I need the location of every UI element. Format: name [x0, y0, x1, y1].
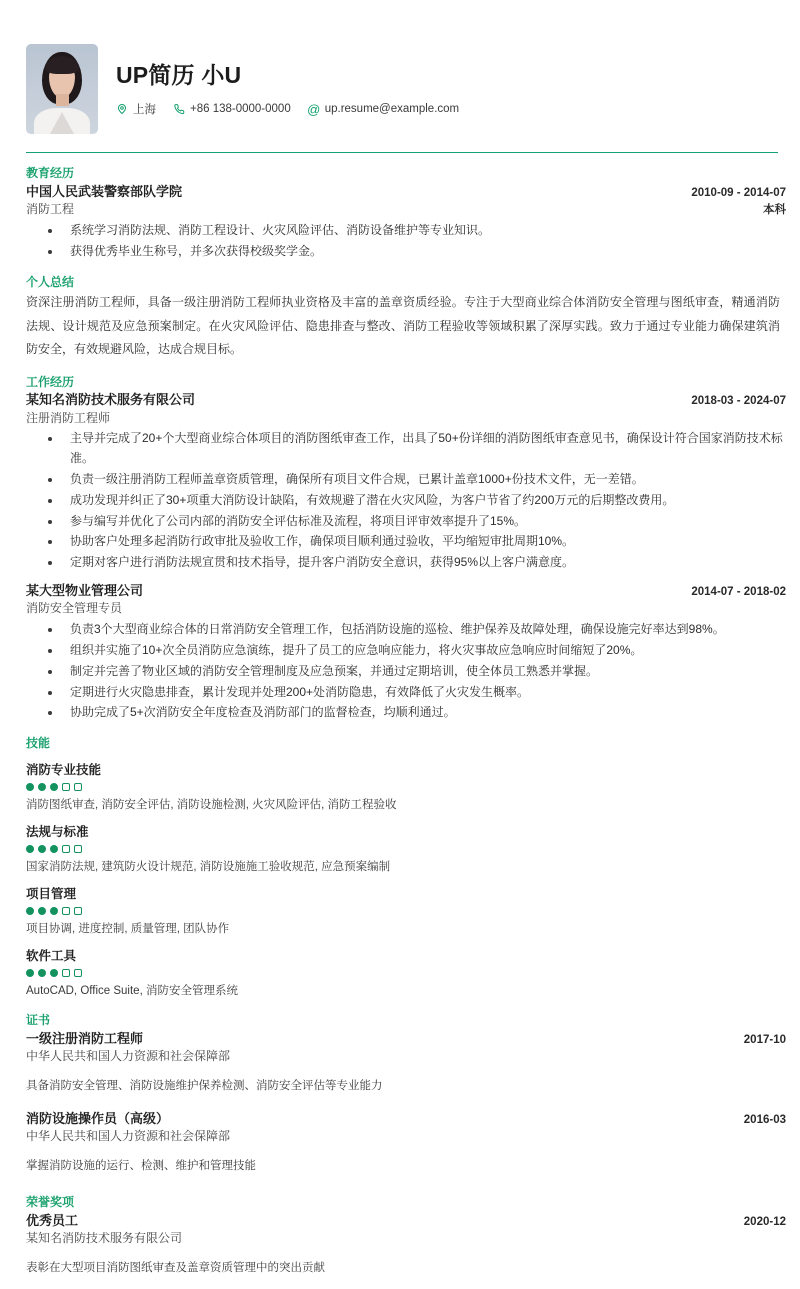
- certificate-date: 2017-10: [743, 1033, 786, 1046]
- section-education: [14, 166, 786, 262]
- skill-group: [26, 761, 786, 814]
- education-degree: 本科: [763, 204, 786, 217]
- skill-keywords: AutoCAD, Office Suite, 消防安全管理系统: [26, 984, 238, 997]
- education-school: 中国人民武装警察部队学院: [26, 183, 183, 199]
- section-work: [14, 375, 786, 724]
- certificate-entry: [26, 1110, 786, 1176]
- rating-dot-empty: [62, 783, 70, 791]
- section-honors: [14, 1195, 786, 1277]
- certificate-entry-head: [26, 1110, 786, 1128]
- skill-rating: [26, 969, 786, 977]
- work-entry: [26, 582, 786, 723]
- list-item: 协助客户处理多起消防行政审批及验收工作，确保项目顺利通过验收，平均缩短审批周期10%。: [26, 532, 786, 552]
- skill-group: [26, 947, 786, 1000]
- contact-list: [116, 101, 786, 117]
- skill-name: 消防专业技能: [26, 762, 102, 777]
- work-entry-sub: [26, 600, 786, 617]
- certificate-description: 具备消防安全管理、消防设施维护保养检测、消防安全评估等专业能力: [26, 1080, 383, 1093]
- contact-phone-value: +86 138-0000-0000: [190, 103, 291, 116]
- rating-dot-empty: [62, 969, 70, 977]
- section-title-honors: 荣誉奖项: [26, 1195, 75, 1210]
- section-title-skills: 技能: [26, 736, 51, 751]
- skill-group: [26, 885, 786, 938]
- work-date: 2014-07 - 2018-02: [691, 585, 786, 598]
- list-item: 负责一级注册消防工程师盖章资质管理，确保所有项目文件合规，已累计盖章1000+份技术文件，无一差错。: [26, 470, 786, 490]
- list-item: 负责3个大型商业综合体的日常消防安全管理工作，包括消防设施的巡检、维护保养及故障处理，确保设施完好率达到98%。: [26, 620, 786, 640]
- education-entry-head: [26, 183, 786, 201]
- work-company: 某知名消防技术服务有限公司: [26, 392, 196, 408]
- header-divider: [26, 152, 778, 153]
- work-entry-head: [26, 582, 786, 600]
- location-pin-icon: [116, 103, 128, 115]
- work-date: 2018-03 - 2024-07: [691, 395, 786, 408]
- list-item: 参与编写并优化了公司内部的消防安全评估标准及流程，将项目评审效率提升了15%。: [26, 512, 786, 532]
- work-bullets: [26, 429, 786, 573]
- honor-issuer: 某知名消防技术服务有限公司: [26, 1231, 183, 1246]
- honor-entry-head: [26, 1212, 786, 1230]
- education-entry: [26, 183, 786, 262]
- rating-dot-filled: [38, 783, 46, 791]
- list-item: 制定并完善了物业区域的消防安全管理制度及应急预案，并通过定期培训，使全体员工熟悉并掌握。: [26, 662, 786, 682]
- skill-keywords: 消防图纸审查, 消防安全评估, 消防设施检测, 火灾风险评估, 消防工程验收: [26, 798, 397, 811]
- rating-dot-filled: [50, 907, 58, 915]
- avatar-collar-left: [50, 112, 62, 134]
- certificate-name: 消防设施操作员（高级）: [26, 1110, 170, 1126]
- rating-dot-filled: [38, 907, 46, 915]
- honor-entry-sub: [26, 1230, 786, 1247]
- list-item: 定期对客户进行消防法规宣贯和技术指导，提升客户消防安全意识，获得95%以上客户满意度。: [26, 553, 786, 573]
- rating-dot-empty: [74, 783, 82, 791]
- section-title-summary: 个人总结: [26, 274, 75, 289]
- list-item: 协助完成了5+次消防安全年度检查及消防部门的监督检查，均顺利通过。: [26, 703, 786, 723]
- avatar: [26, 44, 98, 134]
- education-major: 消防工程: [26, 202, 75, 217]
- skill-rating: [26, 783, 786, 791]
- certificate-entry-head: [26, 1030, 786, 1048]
- certificate-date: 2016-03: [743, 1113, 786, 1126]
- education-bullets: [26, 221, 786, 262]
- contact-location-value: 上海: [133, 104, 156, 117]
- list-item: 系统学习消防法规、消防工程设计、火灾风险评估、消防设备维护等专业知识。: [26, 221, 786, 241]
- contact-location: [116, 101, 156, 117]
- phone-icon: [173, 103, 185, 115]
- skill-name: 软件工具: [26, 949, 77, 964]
- section-certificates: [14, 1013, 786, 1175]
- certificate-entry-sub: [26, 1048, 786, 1065]
- education-date: 2010-09 - 2014-07: [691, 186, 786, 199]
- email-at-icon: @: [307, 101, 321, 117]
- certificate-issuer: 中华人民共和国人力资源和社会保障部: [26, 1049, 231, 1064]
- rating-dot-filled: [26, 783, 34, 791]
- avatar-collar-right: [62, 112, 74, 134]
- section-skills: [14, 736, 786, 1000]
- certificate-name: 一级注册消防工程师: [26, 1030, 144, 1046]
- list-item: 定期进行火灾隐患排查，累计发现并处理200+处消防隐患，有效降低了火灾发生概率。: [26, 683, 786, 703]
- rating-dot-empty: [74, 969, 82, 977]
- certificate-issuer: 中华人民共和国人力资源和社会保障部: [26, 1129, 231, 1143]
- candidate-name: UP简历 小U: [116, 61, 242, 88]
- rating-dot-empty: [74, 845, 82, 853]
- work-bullets: [26, 620, 786, 723]
- skill-group: [26, 823, 786, 876]
- contact-email: [308, 103, 459, 115]
- rating-dot-filled: [50, 969, 58, 977]
- work-entry-sub: [26, 410, 786, 427]
- work-entry: [26, 391, 786, 573]
- rating-dot-filled: [26, 907, 34, 915]
- rating-dot-empty: [62, 907, 70, 915]
- section-title-certificates: 证书: [26, 1013, 51, 1028]
- work-title: 消防安全管理专员: [26, 601, 123, 616]
- rating-dot-filled: [38, 845, 46, 853]
- rating-dot-empty: [74, 907, 82, 915]
- section-summary: [14, 275, 786, 362]
- skill-name: 法规与标准: [26, 824, 89, 839]
- skill-keywords: 国家消防法规, 建筑防火设计规范, 消防设施施工验收规范, 应急预案编制: [26, 860, 391, 873]
- avatar-neck: [56, 94, 69, 106]
- list-item: 获得优秀毕业生称号，并多次获得校级奖学金。: [26, 242, 786, 262]
- summary-text: 资深注册消防工程师，具备一级注册消防工程师执业资格及丰富的盖章资质经验。专注于大型商业综合体消防安全管理与图纸审查，精通消防法规、设计规范及应急预案制定。在火灾风险评估、隐患排查与整改、消防工程验收等领域积累了深厚实践。致力于通过专业能力确保建筑消防安全，有效规避风险，达成合规目标。: [26, 295, 780, 357]
- honor-date: 2020-12: [743, 1215, 786, 1228]
- rating-dot-filled: [50, 783, 58, 791]
- honor-entry: [26, 1212, 786, 1278]
- work-entry-head: [26, 391, 786, 409]
- rating-dot-filled: [38, 969, 46, 977]
- certificate-description: 掌握消防设施的运行、检测、维护和管理技能: [26, 1159, 256, 1172]
- header-text-block: [116, 61, 786, 118]
- honor-description: 表彰在大型项目消防图纸审查及盖章资质管理中的突出贡献: [26, 1262, 325, 1275]
- contact-email-value: up.resume@example.com: [324, 103, 460, 116]
- rating-dot-empty: [62, 845, 70, 853]
- rating-dot-filled: [26, 845, 34, 853]
- skill-keywords: 项目协调, 进度控制, 质量管理, 团队协作: [26, 922, 230, 935]
- rating-dot-filled: [50, 845, 58, 853]
- work-company: 某大型物业管理公司: [26, 582, 144, 598]
- certificate-entry: [26, 1030, 786, 1096]
- certificate-entry-sub: [26, 1128, 786, 1145]
- resume-header: [14, 0, 786, 134]
- honor-name: 优秀员工: [26, 1212, 79, 1228]
- skill-rating: [26, 845, 786, 853]
- list-item: 组织并实施了10+次全员消防应急演练，提升了员工的应急响应能力，将火灾事故应急响应时间缩短了20%。: [26, 641, 786, 661]
- avatar-fringe: [45, 56, 79, 74]
- list-item: 主导并完成了20+个大型商业综合体项目的消防图纸审查工作，出具了50+份详细的消防图纸审查意见书，确保设计符合国家消防技术标准。: [26, 429, 786, 469]
- rating-dot-filled: [26, 969, 34, 977]
- contact-phone: [173, 103, 291, 115]
- section-title-work: 工作经历: [26, 374, 75, 389]
- work-title: 注册消防工程师: [26, 410, 111, 425]
- skill-name: 项目管理: [26, 887, 77, 902]
- education-entry-sub: [26, 201, 786, 218]
- skill-rating: [26, 907, 786, 915]
- list-item: 成功发现并纠正了30+项重大消防设计缺陷，有效规避了潜在火灾风险，为客户节省了约200万元的后期整改费用。: [26, 491, 786, 511]
- section-title-education: 教育经历: [26, 166, 75, 180]
